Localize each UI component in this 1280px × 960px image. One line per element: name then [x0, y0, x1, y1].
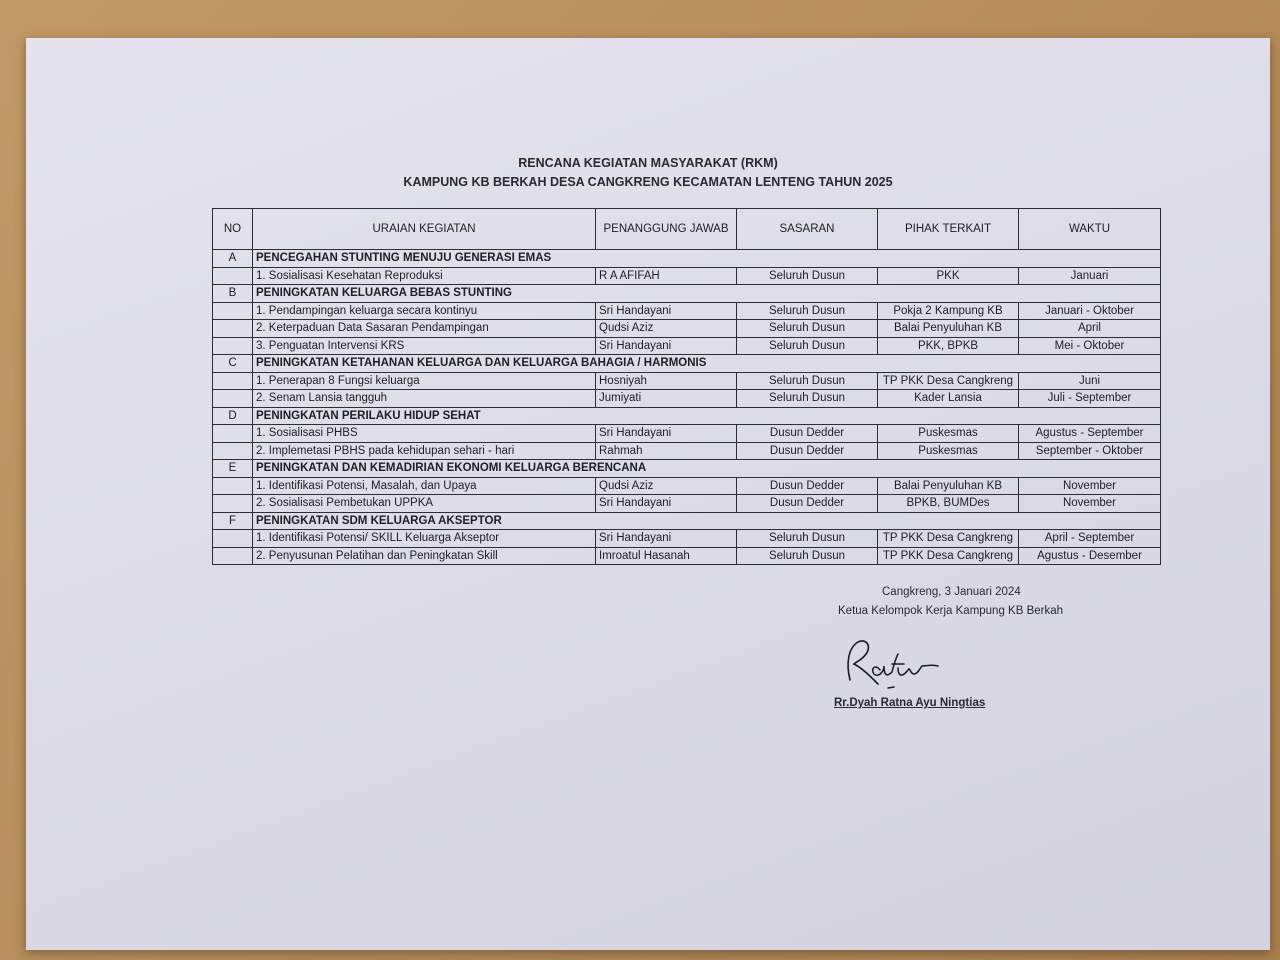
cell-pihak-terkait: Balai Penyuluhan KB: [878, 477, 1019, 495]
cell-sasaran: Seluruh Dusun: [737, 530, 878, 548]
cell-pihak-terkait: Puskesmas: [878, 442, 1019, 460]
cell-penanggung-jawab: Sri Handayani: [596, 425, 737, 443]
cell-waktu: April - September: [1019, 530, 1161, 548]
section-title: PENINGKATAN KELUARGA BEBAS STUNTING: [253, 285, 1161, 303]
signature-image: [836, 634, 946, 696]
cell-uraian: 1. Identifikasi Potensi/ SKILL Keluarga Akseptor: [253, 530, 596, 548]
cell-sasaran: Dusun Dedder: [737, 477, 878, 495]
cell-pihak-terkait: Pokja 2 Kampung KB: [878, 302, 1019, 320]
table-row: [213, 267, 1161, 285]
cell-uraian: 3. Penguatan Intervensi KRS: [253, 337, 596, 355]
section-title: PENINGKATAN KETAHANAN KELUARGA DAN KELUARGA BAHAGIA / HARMONIS: [253, 355, 1161, 373]
table-row: [213, 337, 1161, 355]
cell-pihak-terkait: PKK, BPKB: [878, 337, 1019, 355]
section-title: PENINGKATAN PERILAKU HIDUP SEHAT: [253, 407, 1161, 425]
row-no-cell: [213, 337, 253, 355]
table-header-row: [213, 209, 1161, 250]
cell-penanggung-jawab: Rahmah: [596, 442, 737, 460]
signer-role: Ketua Kelompok Kerja Kampung KB Berkah: [838, 605, 1064, 617]
table-row: [213, 302, 1161, 320]
cell-waktu: April: [1019, 320, 1161, 338]
cell-uraian: 2. Senam Lansia tangguh: [253, 390, 596, 408]
section-title: PENCEGAHAN STUNTING MENUJU GENERASI EMAS: [253, 250, 1161, 268]
cell-sasaran: Seluruh Dusun: [737, 267, 878, 285]
cell-sasaran: Seluruh Dusun: [737, 547, 878, 565]
cell-pihak-terkait: Puskesmas: [878, 425, 1019, 443]
table-row: [213, 390, 1161, 408]
cell-waktu: September - Oktober: [1019, 442, 1161, 460]
cell-sasaran: Seluruh Dusun: [737, 302, 878, 320]
cell-uraian: 1. Identifikasi Potensi, Masalah, dan Upaya: [253, 477, 596, 495]
place-date: Cangkreng, 3 Januari 2024: [882, 586, 1021, 598]
section-row: [213, 407, 1161, 425]
cell-waktu: Juli - September: [1019, 390, 1161, 408]
cell-penanggung-jawab: Sri Handayani: [596, 302, 737, 320]
paper-sheet: [26, 38, 1270, 950]
cell-penanggung-jawab: Sri Handayani: [596, 495, 737, 513]
header-penanggung-jawab: PENANGGUNG JAWAB: [596, 209, 737, 250]
header-waktu: WAKTU: [1019, 209, 1161, 250]
cell-penanggung-jawab: Qudsi Aziz: [596, 320, 737, 338]
row-no-cell: [213, 320, 253, 338]
cell-pihak-terkait: Kader Lansia: [878, 390, 1019, 408]
row-no-cell: [213, 530, 253, 548]
cell-waktu: Januari: [1019, 267, 1161, 285]
table-row: [213, 372, 1161, 390]
cell-sasaran: Dusun Dedder: [737, 425, 878, 443]
cell-waktu: Juni: [1019, 372, 1161, 390]
cell-pihak-terkait: TP PKK Desa Cangkreng: [878, 530, 1019, 548]
cell-waktu: Agustus - September: [1019, 425, 1161, 443]
signer-name: Rr.Dyah Ratna Ayu Ningtias: [834, 697, 986, 709]
cell-pihak-terkait: PKK: [878, 267, 1019, 285]
row-no-cell: [213, 547, 253, 565]
document-title: RENCANA KEGIATAN MASYARAKAT (RKM): [518, 156, 778, 170]
cell-sasaran: Seluruh Dusun: [737, 390, 878, 408]
cell-uraian: 2. Implemetasi PBHS pada kehidupan sehari - hari: [253, 442, 596, 460]
cell-waktu: Agustus - Desember: [1019, 547, 1161, 565]
table-row: [213, 495, 1161, 513]
table-row: [213, 320, 1161, 338]
section-code: E: [213, 460, 253, 478]
row-no-cell: [213, 477, 253, 495]
header-uraian: URAIAN KEGIATAN: [253, 209, 596, 250]
section-row: [213, 250, 1161, 268]
cell-uraian: 1. Sosialisasi PHBS: [253, 425, 596, 443]
section-code: D: [213, 407, 253, 425]
section-title: PENINGKATAN SDM KELUARGA AKSEPTOR: [253, 512, 1161, 530]
section-code: C: [213, 355, 253, 373]
row-no-cell: [213, 495, 253, 513]
cell-sasaran: Seluruh Dusun: [737, 372, 878, 390]
cell-uraian: 1. Pendampingan keluarga secara kontinyu: [253, 302, 596, 320]
cell-penanggung-jawab: Sri Handayani: [596, 530, 737, 548]
section-code: B: [213, 285, 253, 303]
cell-penanggung-jawab: Qudsi Aziz: [596, 477, 737, 495]
section-title: PENINGKATAN DAN KEMADIRIAN EKONOMI KELUARGA BERENCANA: [253, 460, 1161, 478]
row-no-cell: [213, 442, 253, 460]
cell-waktu: Mei - Oktober: [1019, 337, 1161, 355]
section-row: [213, 355, 1161, 373]
cell-uraian: 2. Penyusunan Pelatihan dan Peningkatan Skill: [253, 547, 596, 565]
cell-sasaran: Seluruh Dusun: [737, 337, 878, 355]
table-row: [213, 425, 1161, 443]
cell-pihak-terkait: Balai Penyuluhan KB: [878, 320, 1019, 338]
cell-waktu: November: [1019, 495, 1161, 513]
table-row: [213, 547, 1161, 565]
cell-waktu: Januari - Oktober: [1019, 302, 1161, 320]
table-row: [213, 477, 1161, 495]
cell-penanggung-jawab: Jumiyati: [596, 390, 737, 408]
activity-table: [212, 208, 1161, 565]
cell-pihak-terkait: TP PKK Desa Cangkreng: [878, 372, 1019, 390]
cell-penanggung-jawab: Sri Handayani: [596, 337, 737, 355]
section-row: [213, 512, 1161, 530]
cell-uraian: 2. Sosialisasi Pembetukan UPPKA: [253, 495, 596, 513]
section-row: [213, 460, 1161, 478]
cell-penanggung-jawab: Hosniyah: [596, 372, 737, 390]
cell-uraian: 2. Keterpaduan Data Sasaran Pendampingan: [253, 320, 596, 338]
row-no-cell: [213, 302, 253, 320]
section-code: A: [213, 250, 253, 268]
row-no-cell: [213, 425, 253, 443]
cell-uraian: 1. Sosialisasi Kesehatan Reproduksi: [253, 267, 596, 285]
header-no: NO: [213, 209, 253, 250]
table-row: [213, 442, 1161, 460]
section-code: F: [213, 512, 253, 530]
row-no-cell: [213, 267, 253, 285]
section-row: [213, 285, 1161, 303]
row-no-cell: [213, 390, 253, 408]
cell-sasaran: Dusun Dedder: [737, 442, 878, 460]
document-subtitle: KAMPUNG KB BERKAH DESA CANGKRENG KECAMATAN LENTENG TAHUN 2025: [403, 175, 893, 189]
cell-waktu: November: [1019, 477, 1161, 495]
cell-sasaran: Seluruh Dusun: [737, 320, 878, 338]
header-sasaran: SASARAN: [737, 209, 878, 250]
cell-penanggung-jawab: R A AFIFAH: [596, 267, 737, 285]
cell-penanggung-jawab: Imroatul Hasanah: [596, 547, 737, 565]
cell-pihak-terkait: TP PKK Desa Cangkreng: [878, 547, 1019, 565]
table-row: [213, 530, 1161, 548]
cell-uraian: 1. Penerapan 8 Fungsi keluarga: [253, 372, 596, 390]
cell-sasaran: Dusun Dedder: [737, 495, 878, 513]
row-no-cell: [213, 372, 253, 390]
header-pihak-terkait: PIHAK TERKAIT: [878, 209, 1019, 250]
cell-pihak-terkait: BPKB, BUMDes: [878, 495, 1019, 513]
